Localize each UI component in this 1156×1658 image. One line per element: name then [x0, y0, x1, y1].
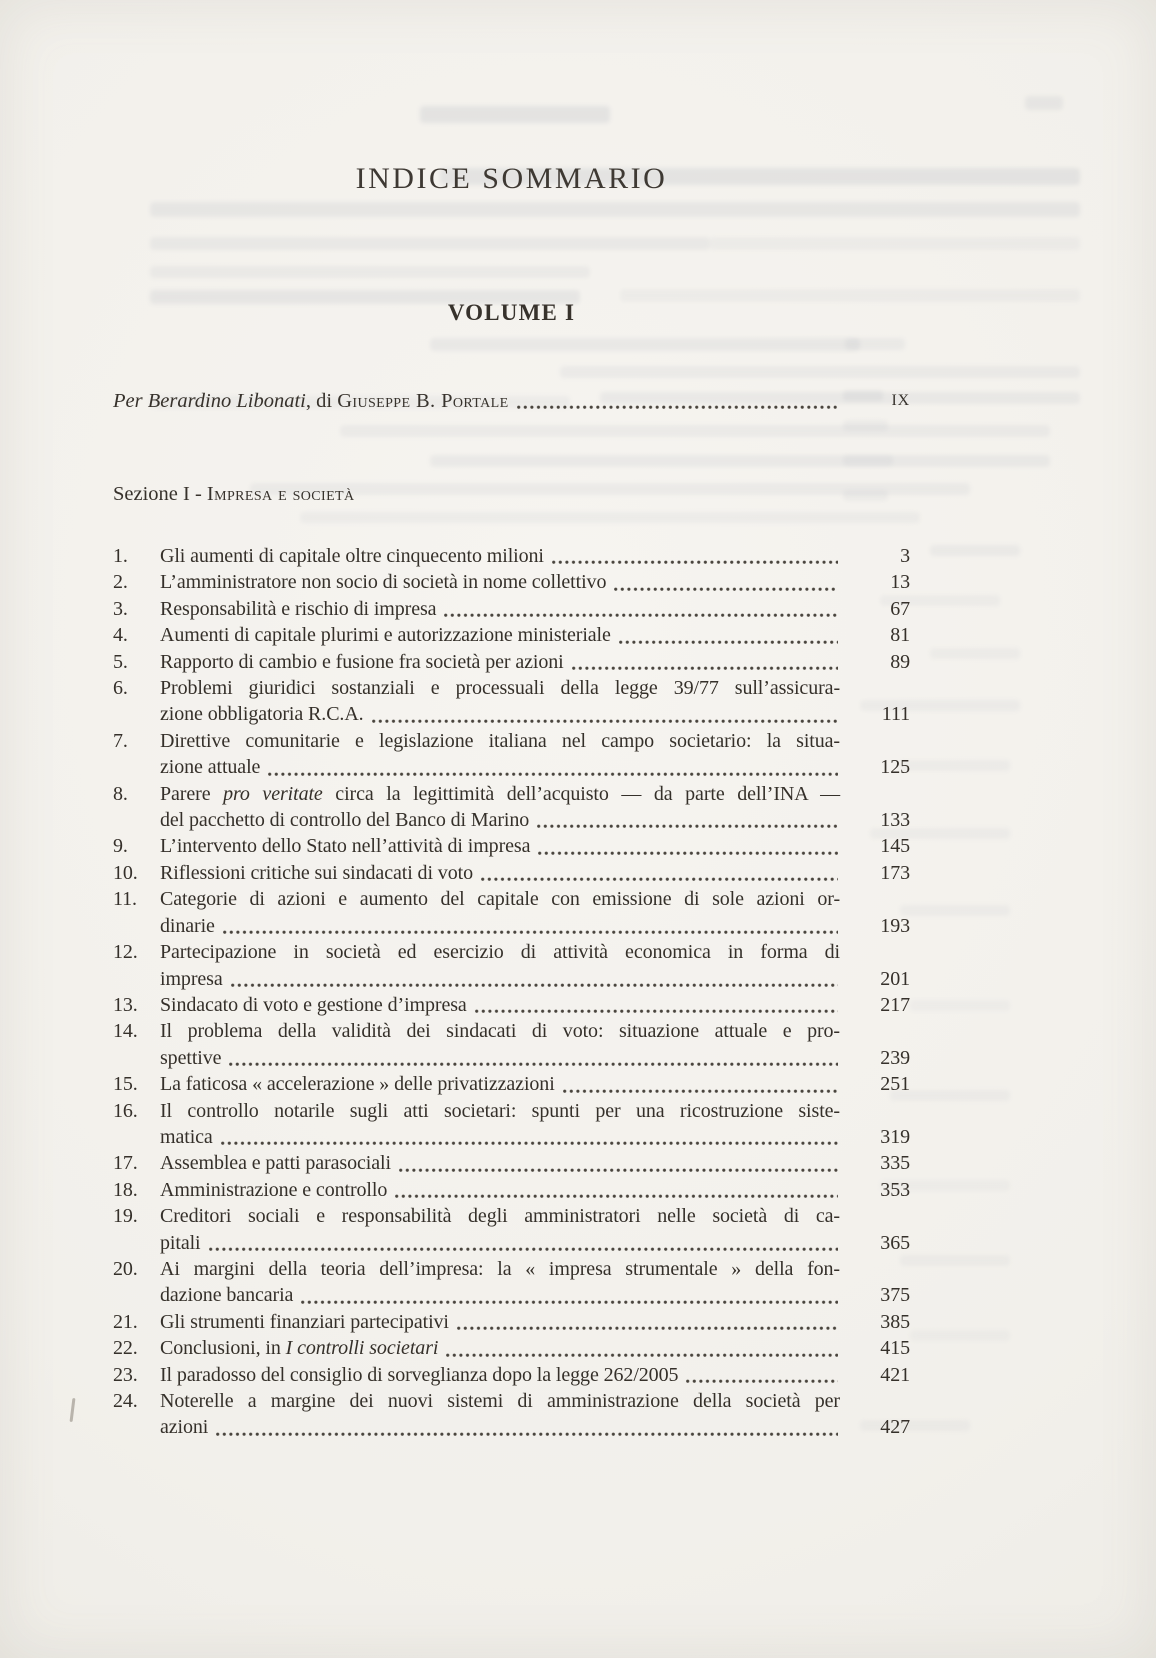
toc-entry — [113, 649, 910, 675]
entry-title — [160, 886, 840, 939]
entry-page-column — [840, 543, 910, 569]
entry-title-segment: Gli strumenti finanziari partecipativi — [160, 1310, 449, 1333]
entry-title-segment: Responsabilità e rischio di impresa — [160, 597, 437, 620]
entry-title — [160, 1388, 840, 1441]
entry-title-text — [160, 1335, 438, 1361]
entry-title-text — [160, 701, 364, 727]
ghost-smudge — [910, 1000, 1010, 1011]
toc-entry — [113, 1150, 910, 1176]
scan-edge-mark — [70, 1398, 76, 1422]
entry-number: 18. — [113, 1178, 138, 1201]
entry-title-line — [160, 833, 840, 859]
entry-title-text — [160, 1390, 840, 1412]
entry-page-number: 145 — [880, 835, 910, 858]
dot-leader — [686, 1378, 838, 1384]
dedication-work-title: Per Berardino Libonati — [113, 390, 306, 412]
ghost-smudge — [710, 237, 1080, 250]
page-title: INDICE SOMMARIO — [355, 162, 668, 195]
ghost-smudge — [560, 366, 1080, 378]
entry-title-line — [160, 1362, 840, 1388]
entry-title-text — [160, 1150, 391, 1176]
ghost-smudge — [900, 760, 1010, 771]
entry-title-segment: Parere — [160, 782, 224, 805]
entry-title-text — [160, 1100, 840, 1122]
entry-title-text — [160, 888, 840, 910]
dot-leader — [223, 929, 838, 935]
entry-title-text — [160, 833, 530, 859]
ghost-smudge — [845, 338, 905, 350]
toc-entry — [113, 1309, 910, 1335]
entry-title-segment: Rapporto di cambio e fusione fra società per azioni — [160, 650, 564, 673]
entry-title-text — [160, 1362, 678, 1388]
entry-page-number: 89 — [890, 650, 910, 673]
toc-entry — [113, 1388, 910, 1441]
entry-page-number: 319 — [880, 1125, 910, 1148]
toc-entry — [113, 781, 910, 834]
entry-title — [160, 1309, 840, 1335]
entry-page-column — [840, 992, 910, 1018]
entry-title-text — [160, 1230, 201, 1256]
entry-title-text — [160, 1282, 293, 1308]
entry-number: 8. — [113, 782, 128, 805]
entry-title — [160, 860, 840, 886]
entry-page-number: 353 — [880, 1178, 910, 1201]
entry-title-segment: Direttive comunitarie e legislazione italiana nel campo societario: la situa- — [160, 729, 840, 752]
dot-leader — [614, 586, 838, 592]
toc-entry — [113, 596, 910, 622]
entry-page-column — [840, 886, 910, 939]
ghost-smudge — [420, 106, 610, 123]
entry-page-number: 125 — [880, 756, 910, 779]
dot-leader — [517, 404, 838, 410]
entry-title-text — [160, 992, 467, 1018]
entry-page-column — [840, 1018, 910, 1071]
entry-page-number: 67 — [890, 597, 910, 620]
dedication-text — [113, 388, 509, 414]
dot-leader — [481, 876, 838, 882]
dot-leader — [221, 1140, 838, 1146]
dot-leader — [572, 665, 838, 671]
entry-title-text — [160, 754, 260, 780]
entry-title-line — [160, 1335, 840, 1361]
entry-page-column — [840, 1098, 910, 1151]
entry-title-line — [160, 728, 840, 754]
entry-page-number: 111 — [881, 703, 910, 726]
entry-title-text — [160, 941, 840, 963]
entry-title — [160, 1098, 840, 1151]
toc-entry — [113, 886, 910, 939]
entry-title-line — [160, 1309, 840, 1335]
entry-number: 24. — [113, 1390, 138, 1412]
dedication-author: Giuseppe B. Portale — [337, 390, 509, 412]
entry-title-line — [160, 1045, 840, 1071]
entry-title-line — [160, 807, 840, 833]
entry-title-segment: L’amministratore non socio di società in nome collettivo — [160, 571, 607, 594]
entry-title-line — [160, 596, 840, 622]
dot-leader — [537, 823, 838, 829]
toc-entry — [113, 675, 910, 728]
ghost-smudge — [910, 1330, 1010, 1341]
entry-number: 14. — [113, 1020, 138, 1043]
entry-number: 13. — [113, 993, 138, 1016]
entry-page-column — [840, 781, 910, 834]
entry-title-line — [160, 701, 840, 727]
entry-page-column — [840, 622, 910, 648]
entry-number: 7. — [113, 729, 128, 752]
entry-page-column — [840, 649, 910, 675]
entry-title-segment: Assemblea e patti parasociali — [160, 1152, 391, 1175]
entry-number: 22. — [113, 1337, 138, 1360]
entry-number: 1. — [113, 545, 128, 567]
entry-title-text — [160, 783, 840, 805]
entry-title — [160, 1150, 840, 1176]
entry-number: 19. — [113, 1205, 138, 1228]
entry-page-column — [840, 1203, 910, 1256]
entry-title-segment: dazione bancaria — [160, 1284, 294, 1307]
entry-title — [160, 1071, 840, 1097]
entry-page-column — [840, 939, 910, 992]
entry-title — [160, 939, 840, 992]
entry-page-number: 133 — [880, 809, 910, 832]
dot-leader — [268, 771, 838, 777]
dot-leader — [619, 639, 838, 645]
dot-leader — [231, 982, 838, 988]
entry-title-line — [160, 939, 840, 965]
entry-title-text — [160, 730, 840, 752]
entry-page-column — [840, 1256, 910, 1309]
entry-title-line — [160, 569, 840, 595]
entry-title — [160, 596, 840, 622]
dot-leader — [395, 1193, 838, 1199]
entry-title — [160, 1177, 840, 1203]
entry-title-segment: La faticosa « accelerazione » delle privatizzazioni — [160, 1073, 555, 1096]
entry-title-line — [160, 1388, 840, 1414]
entry-title — [160, 675, 840, 728]
entry-title-text — [160, 1309, 449, 1335]
toc-entry — [113, 1098, 910, 1151]
entry-title-text — [160, 966, 223, 992]
entry-title-text — [160, 1177, 387, 1203]
entry-title — [160, 1018, 840, 1071]
entry-title-text — [160, 860, 473, 886]
toc-entry — [113, 1018, 910, 1071]
entry-title — [160, 781, 840, 834]
entry-page-column — [840, 728, 910, 781]
entry-title-segment: Il controllo notarile sugli atti societari: spunti per una ricostruzione siste- — [160, 1099, 840, 1122]
entry-title — [160, 1256, 840, 1309]
toc-entry — [113, 1256, 910, 1309]
entry-title-line — [160, 966, 840, 992]
toc-entry — [113, 569, 910, 595]
entry-page-number: 251 — [880, 1073, 910, 1096]
entry-title-line — [160, 649, 840, 675]
entry-title-line — [160, 1124, 840, 1150]
entry-title-text — [160, 649, 564, 675]
toc-entry — [113, 992, 910, 1018]
entry-title — [160, 833, 840, 859]
entry-title-segment: circa la legittimità dell’acquisto — da parte dell’INA — — [322, 782, 840, 805]
entry-page-column — [840, 1071, 910, 1097]
entry-title-segment: Il problema della validità dei sindacati di voto: situazione attuale e pro- — [160, 1020, 840, 1043]
entry-title-line — [160, 1230, 840, 1256]
entry-page-number: 427 — [880, 1416, 910, 1439]
entry-number: 9. — [113, 835, 128, 858]
entry-number: 4. — [113, 624, 128, 647]
entry-page-column — [840, 596, 910, 622]
toc-entry — [113, 1071, 910, 1097]
toc-entries — [113, 543, 910, 1441]
entry-title-line — [160, 1203, 840, 1229]
entry-title — [160, 569, 840, 595]
entry-title-segment: Il paradosso del consiglio di sorveglianza dopo la legge 262/2005 — [160, 1363, 679, 1386]
entry-number: 11. — [113, 888, 137, 911]
entry-title-segment: Amministrazione e controllo — [160, 1178, 388, 1201]
entry-title-italic-segment: I controlli societari — [285, 1337, 439, 1360]
section-heading — [113, 481, 910, 507]
entry-title-italic-segment: pro veritate — [223, 782, 323, 805]
section-prefix: Sezione I - — [113, 483, 207, 505]
entry-title-line — [160, 1177, 840, 1203]
entry-page-column — [840, 1309, 910, 1335]
entry-page-number: 193 — [880, 914, 910, 937]
ghost-smudge — [150, 266, 590, 278]
toc-entry — [113, 622, 910, 648]
entry-title-segment: dinarie — [160, 914, 215, 937]
entry-title-line — [160, 860, 840, 886]
entry-title-text — [160, 1258, 840, 1280]
entry-page-number: 3 — [900, 545, 910, 567]
dedication-page-number: IX — [891, 392, 910, 409]
entry-page-number: 415 — [880, 1337, 910, 1360]
entry-title-text — [160, 1414, 208, 1440]
ghost-smudge — [300, 512, 920, 523]
entry-title-segment: Aumenti di capitale plurimi e autorizzazione ministeriale — [160, 624, 611, 647]
entry-page-number: 217 — [880, 993, 910, 1016]
dot-leader — [538, 850, 838, 856]
entry-page-column — [840, 1362, 910, 1388]
entry-page-column — [840, 833, 910, 859]
toc-entry — [113, 1177, 910, 1203]
dot-leader — [563, 1088, 838, 1094]
entry-number: 2. — [113, 571, 128, 594]
entry-title-line — [160, 1018, 840, 1044]
entry-title-text — [160, 543, 544, 569]
entry-title — [160, 622, 840, 648]
ghost-smudge — [150, 237, 710, 250]
entry-title-segment: del pacchetto di controllo del Banco di Marino — [160, 809, 530, 832]
entry-page-column — [840, 675, 910, 728]
entry-title-text — [160, 1020, 840, 1042]
entry-number: 20. — [113, 1257, 138, 1280]
entry-title-line — [160, 1256, 840, 1282]
entry-title-text — [160, 622, 611, 648]
entry-number: 6. — [113, 677, 128, 700]
entry-title-text — [160, 1071, 555, 1097]
entry-title-segment: zione attuale — [160, 756, 261, 779]
toc-entry — [113, 1335, 910, 1361]
entry-number: 16. — [113, 1099, 138, 1122]
entry-page-column — [840, 569, 910, 595]
toc-entry — [113, 1362, 910, 1388]
entry-title-segment: matica — [160, 1125, 213, 1148]
toc-entry — [113, 543, 910, 569]
entry-title-line — [160, 1150, 840, 1176]
section-name: Impresa e società — [206, 483, 355, 505]
entry-page-number: 335 — [880, 1152, 910, 1175]
entry-page-column — [840, 1388, 910, 1441]
toc-entry — [113, 833, 910, 859]
entry-title-text — [160, 677, 840, 699]
entry-title — [160, 543, 840, 569]
dot-leader — [209, 1246, 838, 1252]
entry-page-column — [840, 1177, 910, 1203]
entry-title-line — [160, 1071, 840, 1097]
entry-title-line — [160, 886, 840, 912]
entry-title-segment: spettive — [160, 1046, 222, 1069]
ghost-smudge — [843, 420, 888, 431]
entry-title — [160, 1362, 840, 1388]
ghost-smudge — [150, 202, 1080, 217]
entry-number: 21. — [113, 1310, 138, 1333]
volume-heading: VOLUME I — [447, 300, 576, 325]
entry-title-segment: Noterelle a margine dei nuovi sistemi di amministrazione della società per — [160, 1390, 840, 1412]
entry-title-segment: Categorie di azioni e aumento del capitale con emissione di sole azioni or- — [160, 888, 840, 911]
entry-page-number: 421 — [880, 1363, 910, 1386]
dot-leader — [457, 1325, 838, 1331]
toc-entry — [113, 1203, 910, 1256]
entry-title-segment: azioni — [160, 1416, 209, 1439]
entry-page-column — [840, 860, 910, 886]
entry-title-segment: Riflessioni critiche sui sindacati di voto — [160, 861, 473, 884]
ghost-smudge — [1025, 96, 1063, 110]
entry-title-segment: L’intervento dello Stato nell’attività di impresa — [160, 835, 531, 858]
entry-title-segment: Problemi giuridici sostanziali e processuali della legge 39/77 sull’assicura- — [160, 677, 840, 700]
entry-title-text — [160, 1124, 213, 1150]
entry-title-line — [160, 543, 840, 569]
entry-number: 10. — [113, 861, 138, 884]
dot-leader — [372, 718, 838, 724]
entry-page-number: 375 — [880, 1284, 910, 1307]
entry-title-line — [160, 1282, 840, 1308]
entry-number: 17. — [113, 1152, 138, 1175]
ghost-smudge — [430, 338, 860, 351]
entry-title-text — [160, 596, 436, 622]
entry-title-segment: Gli aumenti di capitale oltre cinquecento milioni — [160, 545, 544, 567]
entry-title — [160, 728, 840, 781]
dot-leader — [475, 1008, 838, 1014]
entry-title-segment: Sindacato di voto e gestione d’impresa — [160, 993, 467, 1016]
entry-title-line — [160, 1414, 840, 1440]
entry-title-text — [160, 913, 215, 939]
entry-title — [160, 649, 840, 675]
dedication-connector: , di — [305, 390, 338, 412]
entry-number: 3. — [113, 597, 128, 620]
dot-leader — [446, 1352, 838, 1358]
dot-leader — [552, 559, 838, 565]
entry-number: 23. — [113, 1363, 138, 1386]
entry-title-line — [160, 1098, 840, 1124]
entry-title-text — [160, 1205, 840, 1227]
entry-title-line — [160, 675, 840, 701]
ghost-smudge — [340, 425, 1050, 437]
entry-number: 5. — [113, 650, 128, 673]
entry-title-segment: impresa — [160, 967, 223, 990]
toc-entry — [113, 728, 910, 781]
dot-leader — [229, 1061, 838, 1067]
entry-title-segment: Conclusioni, in — [160, 1337, 286, 1360]
toc-entry — [113, 860, 910, 886]
entry-page-column — [840, 1150, 910, 1176]
ghost-smudge — [843, 455, 893, 466]
dedication-line — [113, 388, 910, 414]
entry-page-number: 173 — [880, 861, 910, 884]
ghost-smudge — [900, 1255, 1010, 1266]
dot-leader — [444, 612, 838, 618]
entry-title-line — [160, 913, 840, 939]
entry-page-column — [840, 1335, 910, 1361]
entry-title-segment: Ai margini della teoria dell’impresa: la « impresa strumentale » della fon- — [160, 1257, 840, 1280]
dot-leader — [216, 1431, 838, 1437]
entry-title — [160, 992, 840, 1018]
entry-page-number: 81 — [890, 624, 910, 647]
entry-title-line — [160, 622, 840, 648]
entry-title-text — [160, 807, 529, 833]
ghost-smudge — [930, 545, 1020, 556]
entry-title — [160, 1335, 840, 1361]
entry-title-segment: Partecipazione in società ed esercizio di attività economica in forma di — [160, 941, 840, 964]
entry-title-line — [160, 781, 840, 807]
entry-page-number: 13 — [890, 571, 910, 594]
entry-title-segment: pitali — [160, 1231, 201, 1254]
ghost-smudge — [430, 455, 1050, 467]
entry-title-segment: Creditori sociali e responsabilità degli amministratori nelle società di ca- — [160, 1205, 840, 1228]
entry-title-line — [160, 754, 840, 780]
entry-page-number: 365 — [880, 1231, 910, 1254]
entry-title-text — [160, 569, 606, 595]
ghost-smudge — [930, 648, 1020, 659]
entry-page-number: 201 — [880, 967, 910, 990]
dot-leader — [301, 1299, 838, 1305]
ghost-smudge — [900, 905, 1010, 916]
entry-title-line — [160, 992, 840, 1018]
entry-title — [160, 1203, 840, 1256]
dot-leader — [399, 1167, 838, 1173]
entry-title-segment: zione obbligatoria R.C.A. — [160, 703, 364, 726]
entry-page-number: 385 — [880, 1310, 910, 1333]
entry-number: 15. — [113, 1073, 138, 1096]
entry-page-number: 239 — [880, 1046, 910, 1069]
toc-entry — [113, 939, 910, 992]
entry-number: 12. — [113, 941, 138, 964]
entry-title-text — [160, 1045, 221, 1071]
